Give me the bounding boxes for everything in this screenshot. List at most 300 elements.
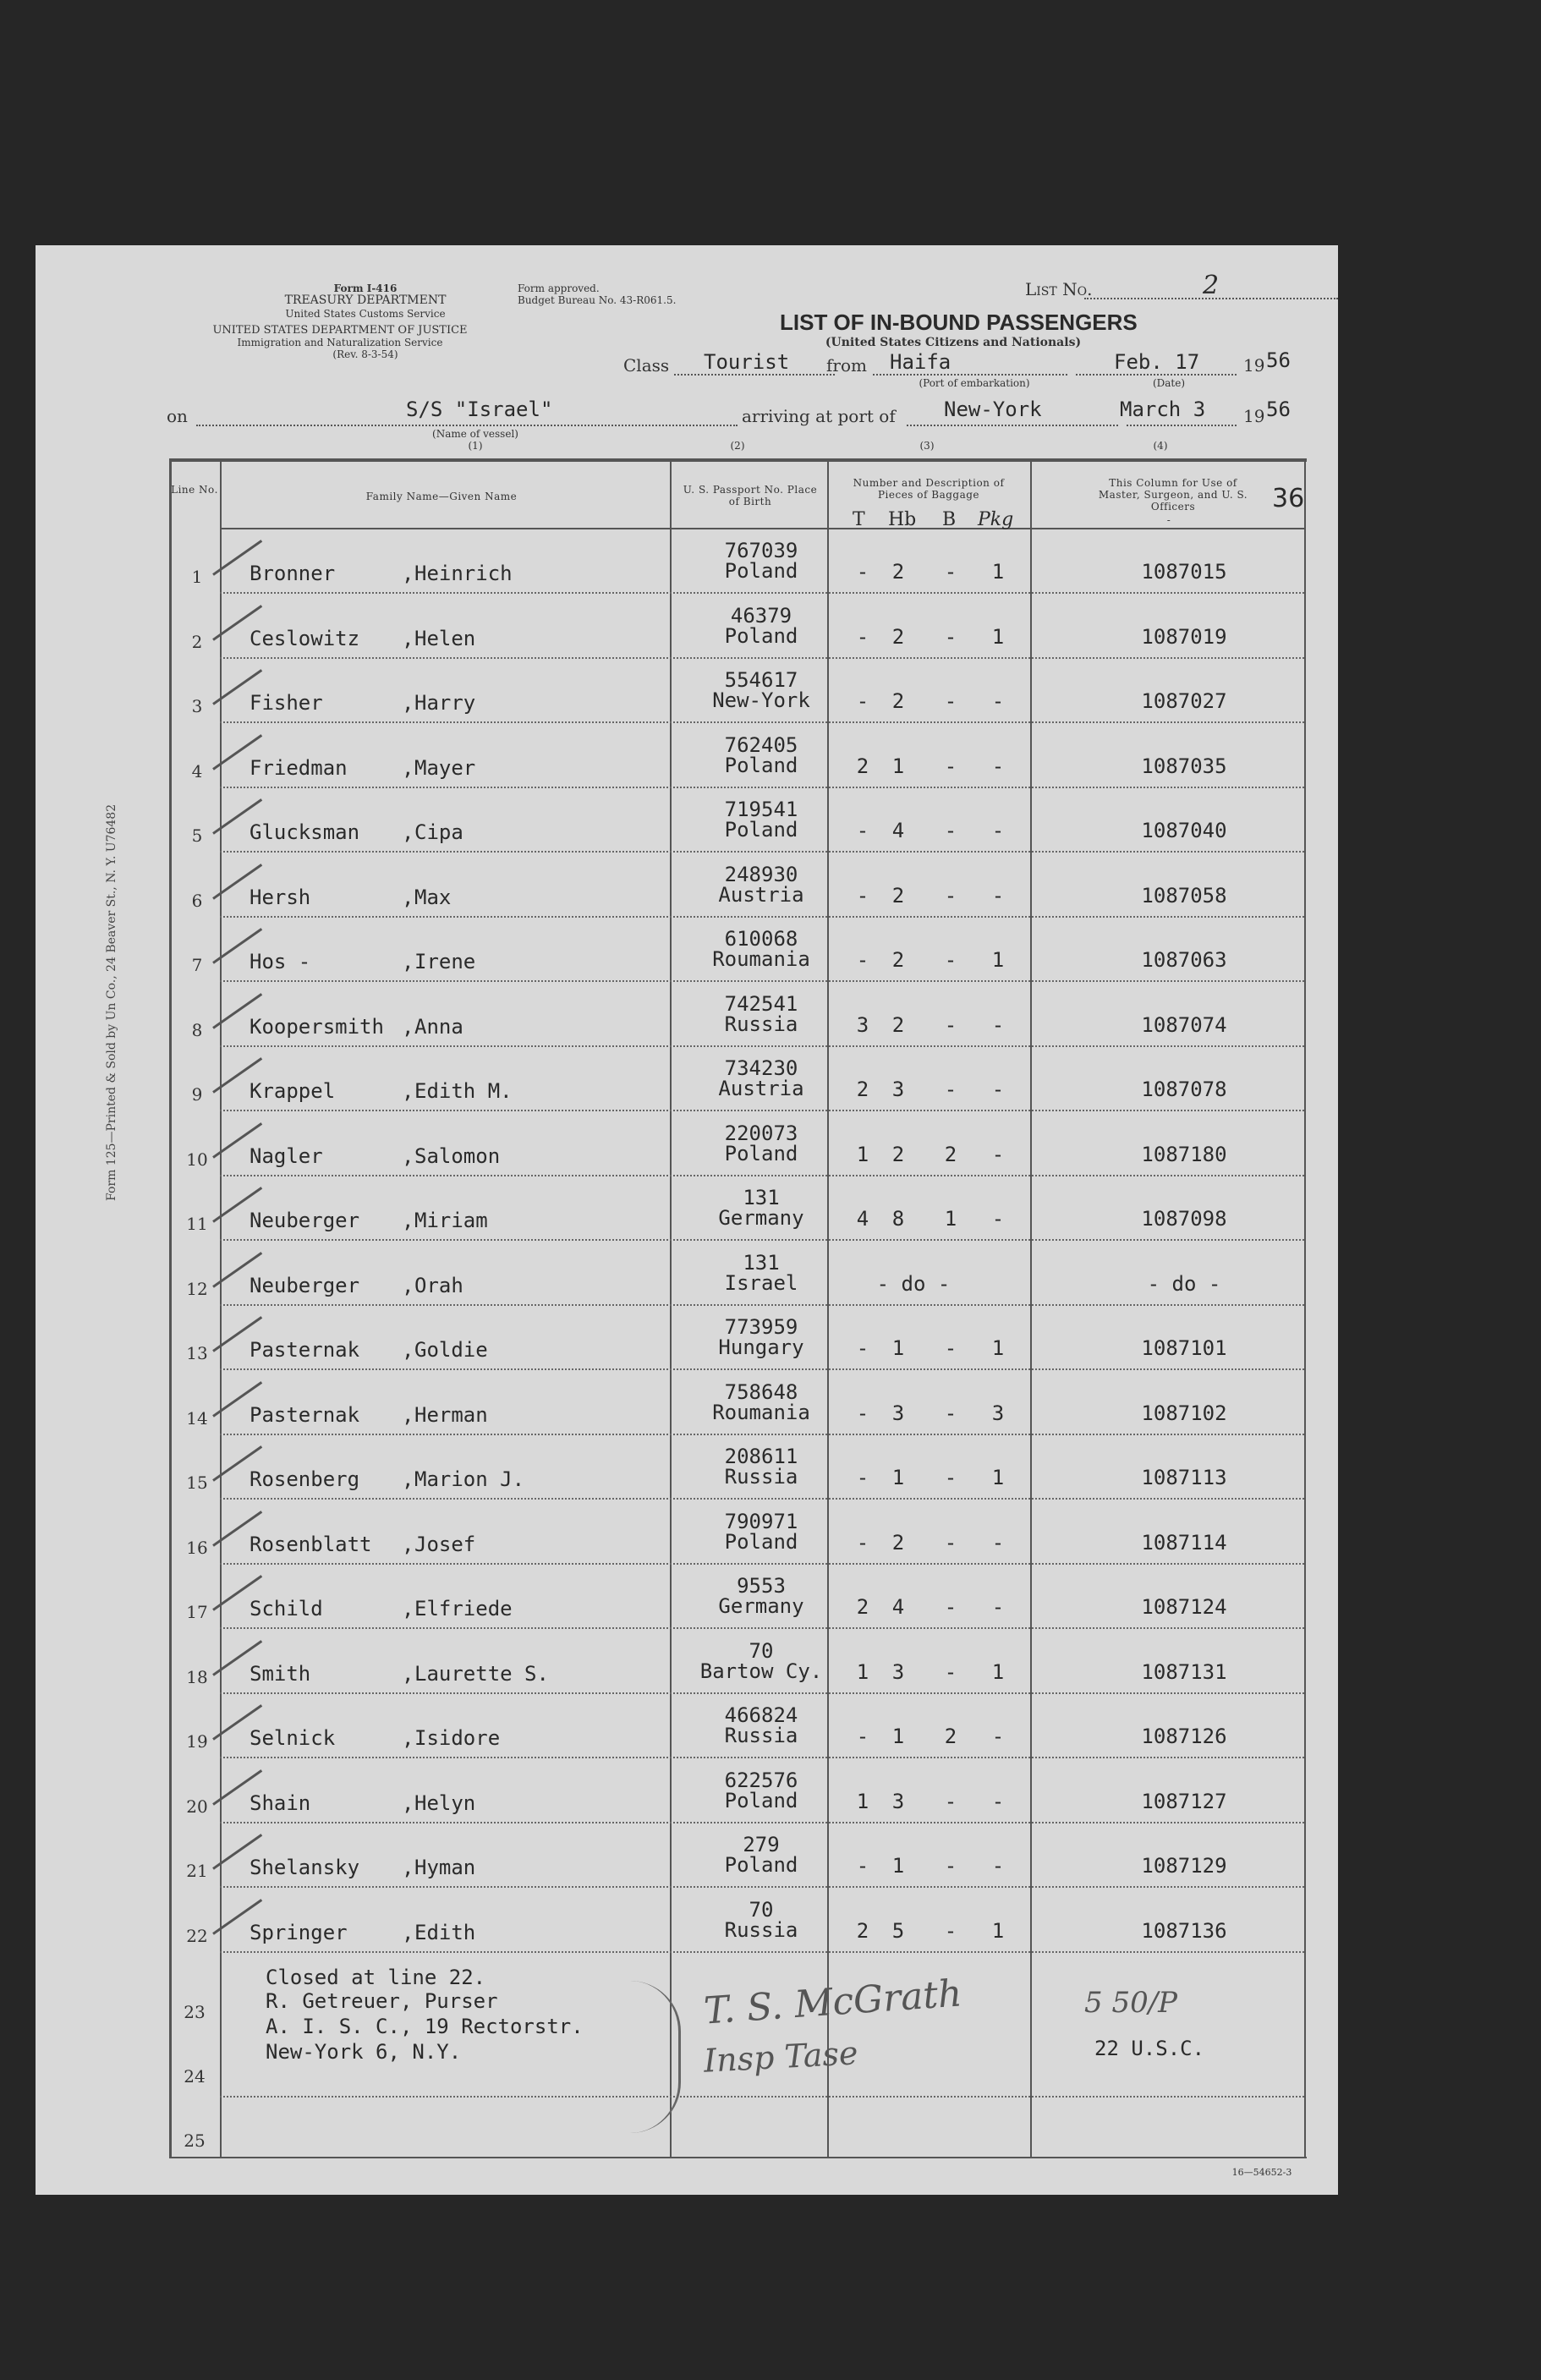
- passenger-row: [169, 983, 1489, 1047]
- name-comma: ,: [402, 1790, 414, 1815]
- family-name: Hos -: [250, 950, 311, 973]
- passport-number: 248930: [724, 862, 798, 886]
- passenger-row: [169, 1889, 1489, 1953]
- name-comma: ,: [402, 1597, 414, 1620]
- bag-packages: -: [991, 754, 1005, 778]
- bag-packages: -: [991, 819, 1005, 842]
- passport-number: 131: [743, 1186, 780, 1209]
- name-comma: ,: [402, 1014, 414, 1039]
- inspector-signature: T. S. McGrath: [702, 1971, 963, 2033]
- given-name: Josef: [414, 1532, 476, 1556]
- bag-handbags: 2: [891, 883, 905, 908]
- bag-packages: -: [991, 689, 1005, 713]
- bag-handbags: 5: [891, 1918, 905, 1943]
- name-comma: ,: [402, 1273, 414, 1297]
- passport-number: 9553: [737, 1574, 786, 1598]
- line-number: 13: [186, 1343, 208, 1363]
- form-number: Form I-416: [333, 282, 398, 294]
- officer-code: 1087113: [1141, 1466, 1227, 1489]
- passenger-row: [169, 918, 1489, 982]
- line-number: 9: [191, 1084, 203, 1105]
- passport-number: 46379: [730, 603, 792, 628]
- passport-number: 610068: [724, 927, 798, 951]
- from-value: Haifa: [890, 350, 951, 374]
- arriving-label: arriving at port of: [742, 406, 896, 426]
- place-of-birth: Poland: [724, 1853, 798, 1877]
- bag-handbags: 1: [891, 1854, 905, 1878]
- officer-code: 1087102: [1141, 1401, 1227, 1425]
- bag-handbags: 2: [891, 1012, 905, 1037]
- family-name: Springer: [250, 1920, 348, 1944]
- passport-number: 622576: [724, 1768, 798, 1792]
- bag-trunks: 4: [856, 1207, 869, 1231]
- family-name: Shain: [250, 1790, 311, 1815]
- date2-underline: [1127, 425, 1237, 426]
- bag-packages: 1: [991, 1659, 1005, 1684]
- name-comma: ,: [402, 755, 414, 780]
- bag-packages: 3: [991, 1401, 1005, 1425]
- given-name: Elfriede: [414, 1597, 513, 1620]
- family-name: Hersh: [250, 885, 311, 909]
- table-top-border: [169, 458, 1307, 462]
- year2-prefix: 19: [1243, 406, 1265, 426]
- count-handwritten: 5 50/P: [1084, 1986, 1178, 2020]
- line-number: 1: [191, 567, 203, 587]
- port-arrival-value: New-York: [944, 398, 1042, 421]
- name-comma: ,: [402, 1402, 414, 1427]
- bag-trunks: -: [856, 1336, 869, 1360]
- col-header-officers: This Column for Use of Master, Surgeon, and U. S. Officers: [1098, 477, 1248, 513]
- bag-boxes: -: [944, 1336, 957, 1360]
- bag-packages: 1: [991, 1336, 1005, 1360]
- family-name: Neuberger: [250, 1273, 360, 1297]
- bag-boxes: -: [944, 624, 957, 649]
- name-comma: ,: [402, 1079, 414, 1103]
- bag-handbags: 2: [891, 948, 905, 972]
- bag-handbags: 4: [891, 1595, 905, 1619]
- given-name: Helyn: [414, 1790, 476, 1815]
- given-name: Harry: [414, 691, 476, 715]
- col-header-bag-t: T: [853, 509, 865, 530]
- bag-handbags: 1: [891, 1466, 905, 1489]
- family-name: Ceslowitz: [250, 626, 360, 650]
- bag-trunks: -: [856, 948, 869, 972]
- place-of-birth: Germany: [718, 1594, 804, 1618]
- line-number: 3: [191, 696, 203, 716]
- rev-date: (Rev. 8-3-54): [332, 348, 398, 360]
- officer-code: 1087019: [1141, 624, 1227, 649]
- bag-handbags: 3: [891, 1401, 905, 1425]
- year2-value: 56: [1266, 398, 1291, 421]
- family-name: Pasternak: [250, 1402, 360, 1427]
- col-num-1: (1): [468, 440, 483, 452]
- bag-boxes: -: [944, 1078, 957, 1101]
- col-header-bag-pkg: Pkg: [978, 509, 1014, 530]
- passport-number: 220073: [724, 1121, 798, 1145]
- vessel-underline: [196, 425, 738, 426]
- list-no-value: 2: [1203, 271, 1220, 300]
- bag-handbags: 3: [891, 1659, 905, 1684]
- bag-trunks: 1: [856, 1659, 869, 1684]
- name-comma: ,: [402, 1143, 414, 1168]
- bag-packages: 1: [991, 1466, 1005, 1489]
- closing-line-4: New-York 6, N.Y.: [266, 2040, 462, 2064]
- line-number: 5: [191, 825, 203, 846]
- col-header-bag-b: B: [942, 509, 957, 530]
- place-of-birth: Austria: [718, 1077, 804, 1100]
- line-number: 18: [186, 1666, 208, 1687]
- bag-handbags: 1: [891, 1725, 905, 1748]
- passenger-row: [169, 1047, 1489, 1111]
- passenger-row: [169, 788, 1489, 853]
- passenger-row: [169, 529, 1489, 594]
- family-name: Shelansky: [250, 1856, 360, 1879]
- passport-number: 767039: [724, 539, 798, 562]
- bag-boxes: -: [944, 1854, 957, 1878]
- bag-trunks: 2: [856, 1078, 869, 1101]
- us-citizen-count: 22 U.S.C.: [1094, 2037, 1205, 2060]
- line-number: 8: [191, 1019, 203, 1040]
- family-name: Rosenberg: [250, 1467, 360, 1491]
- class-underline: [674, 374, 835, 376]
- line-number: 21: [186, 1861, 208, 1881]
- line-number: 22: [186, 1925, 208, 1946]
- bag-packages: 1: [991, 1918, 1005, 1943]
- date2-value: March 3: [1120, 398, 1206, 421]
- list-no-label: List No.: [1025, 279, 1093, 299]
- passport-number: 742541: [724, 991, 798, 1016]
- name-comma: ,: [402, 1920, 414, 1944]
- line-number: 7: [191, 955, 203, 975]
- officer-code: 1087136: [1141, 1918, 1227, 1943]
- name-comma: ,: [402, 820, 414, 844]
- bag-trunks: -: [856, 1725, 869, 1748]
- date1-value: Feb. 17: [1114, 350, 1200, 374]
- officer-code: 1087129: [1141, 1854, 1227, 1878]
- bag-boxes: -: [944, 1401, 957, 1425]
- bag-packages: -: [991, 1207, 1005, 1231]
- passport-number: 554617: [724, 668, 798, 692]
- form-approved: Form approved.: [518, 282, 600, 294]
- bag-packages: -: [991, 1854, 1005, 1878]
- name-comma: ,: [402, 885, 414, 909]
- bag-boxes: -: [944, 883, 957, 908]
- passenger-row: [169, 1242, 1489, 1306]
- place-of-birth: Germany: [718, 1206, 804, 1230]
- line-number-25: 25: [184, 2130, 206, 2151]
- passenger-row: [169, 853, 1489, 918]
- passenger-row: [169, 1565, 1489, 1629]
- printer-imprint: Form 125—Printed & Sold by Un Co., 24 Beaver St., N. Y. U76482: [105, 803, 118, 1201]
- from-label: from: [826, 355, 867, 376]
- bag-packages: -: [991, 1789, 1005, 1813]
- bag-trunks: -: [856, 1854, 869, 1878]
- bag-handbags: 2: [891, 624, 905, 649]
- bag-trunks: 1: [856, 1142, 869, 1166]
- col-num-2: (2): [730, 440, 745, 452]
- bag-packages: 1: [991, 948, 1005, 972]
- given-name: Edith M.: [414, 1079, 513, 1103]
- bag-handbags: 2: [891, 689, 905, 713]
- officer-code: 1087074: [1141, 1012, 1227, 1037]
- place-of-birth: New-York: [712, 688, 810, 712]
- place-of-birth: Hungary: [718, 1335, 804, 1359]
- passenger-row: [169, 595, 1489, 659]
- passenger-row: [169, 1500, 1489, 1565]
- given-name: Miriam: [414, 1209, 488, 1232]
- bag-boxes: -: [944, 1595, 957, 1619]
- line-number-23: 23: [184, 2002, 206, 2022]
- name-comma: ,: [402, 1532, 414, 1556]
- family-name: Friedman: [250, 755, 348, 780]
- given-name: Marion J.: [414, 1467, 525, 1491]
- family-name: Nagler: [250, 1143, 323, 1168]
- place-of-birth: Poland: [724, 623, 798, 648]
- passenger-row: [169, 1435, 1489, 1500]
- bag-trunks: 2: [856, 1595, 869, 1619]
- place-of-birth: Russia: [724, 1917, 798, 1942]
- passenger-row: [169, 1630, 1489, 1694]
- family-name: Koopersmith: [250, 1014, 384, 1039]
- bag-trunks: -: [856, 1466, 869, 1489]
- passenger-list: [169, 529, 1307, 2157]
- bag-trunks: -: [856, 883, 869, 908]
- given-name: Salomon: [414, 1143, 501, 1168]
- name-comma: ,: [402, 1209, 414, 1232]
- bag-boxes: 2: [944, 1725, 957, 1748]
- justice-dept: UNITED STATES DEPARTMENT OF JUSTICE: [212, 324, 468, 337]
- family-name: Bronner: [250, 562, 336, 585]
- passport-number: 758648: [724, 1379, 798, 1404]
- officer-code: 1087131: [1141, 1659, 1227, 1684]
- line-number: 10: [186, 1149, 208, 1170]
- line-number: 17: [186, 1602, 208, 1622]
- bag-boxes: 2: [944, 1142, 957, 1166]
- passport-number: 70: [749, 1897, 774, 1922]
- passenger-row: [169, 1306, 1489, 1370]
- passport-number: 734230: [724, 1056, 798, 1080]
- row-divider: [220, 1951, 1304, 1953]
- officer-code: 1087101: [1141, 1336, 1227, 1360]
- place-of-birth: Bartow Cy.: [699, 1659, 823, 1683]
- bag-trunks: -: [856, 819, 869, 842]
- passport-number: 131: [743, 1250, 780, 1275]
- treasury-dept: TREASURY DEPARTMENT: [284, 293, 447, 307]
- family-name: Smith: [250, 1661, 311, 1686]
- name-comma: ,: [402, 691, 414, 715]
- officer-code: 1087098: [1141, 1207, 1227, 1231]
- given-name: Herman: [414, 1402, 488, 1427]
- place-of-birth: Roumania: [712, 1400, 810, 1424]
- closing-line-2: R. Getreuer, Purser: [266, 1989, 498, 2013]
- bag-boxes: -: [944, 1659, 957, 1684]
- bag-handbags: 2: [891, 560, 905, 584]
- line-number: 20: [186, 1796, 208, 1817]
- bag-handbags: 2: [891, 1142, 905, 1166]
- passenger-row: [169, 1759, 1489, 1823]
- family-name: Selnick: [250, 1726, 336, 1750]
- officer-code: 1087078: [1141, 1078, 1227, 1101]
- col-header-name: Family Name—Given Name: [365, 491, 518, 502]
- officer-code: 1087040: [1141, 819, 1227, 842]
- col-header-officers-dash: -: [1166, 514, 1171, 526]
- passport-number: 208611: [724, 1445, 798, 1468]
- on-label: on: [167, 406, 188, 426]
- date-label: (Date): [1152, 377, 1186, 389]
- place-of-birth: Poland: [724, 559, 798, 583]
- passport-number: 466824: [724, 1703, 798, 1727]
- given-name: Cipa: [414, 820, 463, 844]
- place-of-birth: Russia: [724, 1012, 798, 1036]
- family-name: Neuberger: [250, 1209, 360, 1232]
- given-name: Irene: [414, 950, 476, 973]
- place-of-birth: Russia: [724, 1465, 798, 1489]
- col-num-3: (3): [919, 440, 935, 452]
- bag-packages: -: [991, 883, 1005, 908]
- bag-trunks: -: [856, 1530, 869, 1555]
- passenger-row: [169, 724, 1489, 788]
- bag-trunks: -: [856, 1401, 869, 1425]
- given-name: Helen: [414, 626, 476, 650]
- bag-trunks: -: [856, 624, 869, 649]
- bag-packages: -: [991, 1142, 1005, 1166]
- family-name: Schild: [250, 1597, 323, 1620]
- inspector-signature-2: Insp Tase: [702, 2034, 859, 2080]
- family-name: Fisher: [250, 691, 323, 715]
- line-number: 4: [191, 760, 203, 781]
- line-number: 15: [186, 1472, 208, 1493]
- bag-packages: -: [991, 1725, 1005, 1748]
- bag-packages: 1: [991, 624, 1005, 649]
- name-comma: ,: [402, 950, 414, 973]
- bag-boxes: -: [944, 948, 957, 972]
- passport-number: 70: [749, 1638, 774, 1663]
- bag-packages: -: [991, 1530, 1005, 1555]
- passenger-row: [169, 1371, 1489, 1435]
- bag-handbags: 1: [891, 1336, 905, 1360]
- passenger-row: [169, 1176, 1489, 1241]
- class-value: Tourist: [704, 350, 790, 374]
- class-label: Class: [623, 355, 670, 376]
- place-of-birth: Russia: [724, 1724, 798, 1747]
- officer-code: 1087180: [1141, 1142, 1227, 1166]
- bag-boxes: -: [944, 754, 957, 778]
- place-of-birth: Poland: [724, 1788, 798, 1812]
- officer-code: 1087127: [1141, 1789, 1227, 1813]
- place-of-birth: Israel: [724, 1270, 798, 1295]
- given-name: Goldie: [414, 1338, 488, 1362]
- family-name: Pasternak: [250, 1338, 360, 1362]
- given-name: Edith: [414, 1920, 476, 1944]
- passenger-row: [169, 1112, 1489, 1176]
- budget-bureau: Budget Bureau No. 43-R061.5.: [518, 294, 677, 306]
- passport-number: 279: [743, 1833, 780, 1856]
- closing-line-3: A. I. S. C., 19 Rectorstr.: [266, 2015, 584, 2038]
- officer-code: 1087114: [1141, 1530, 1227, 1555]
- bag-handbags: 8: [891, 1207, 905, 1231]
- bag-boxes: -: [944, 560, 957, 584]
- port-embarkation-label: (Port of embarkation): [919, 377, 1030, 389]
- passenger-row: [169, 1823, 1489, 1888]
- passenger-row: [169, 659, 1489, 723]
- table-bottom-border: [169, 2157, 1307, 2158]
- passenger-row: [169, 1694, 1489, 1758]
- bag-boxes: -: [944, 1789, 957, 1813]
- bag-boxes: -: [944, 1530, 957, 1555]
- officer-code: 1087063: [1141, 948, 1227, 972]
- bag-handbags: 4: [891, 819, 905, 842]
- col-header-passport: U. S. Passport No. Place of Birth: [683, 484, 818, 507]
- place-of-birth: Poland: [724, 753, 798, 777]
- given-name: Mayer: [414, 755, 476, 780]
- officer-code: 1087124: [1141, 1595, 1227, 1619]
- bag-handbags: 3: [891, 1789, 905, 1813]
- manifest-page: [36, 245, 1338, 2195]
- row-divider: [220, 2096, 1304, 2098]
- bag-trunks: -: [856, 560, 869, 584]
- place-of-birth: Poland: [724, 1529, 798, 1554]
- name-comma: ,: [402, 1338, 414, 1362]
- given-name: Hyman: [414, 1856, 476, 1879]
- page-title: LIST OF IN-BOUND PASSENGERS: [780, 310, 1138, 335]
- name-comma: ,: [402, 562, 414, 585]
- vessel-label: (Name of vessel): [432, 428, 518, 440]
- name-comma: ,: [402, 1661, 414, 1686]
- place-of-birth: Roumania: [712, 947, 810, 971]
- passport-number: 719541: [724, 798, 798, 821]
- port-arrival-underline: [907, 425, 1118, 426]
- bag-boxes: -: [944, 689, 957, 713]
- given-name: Max: [414, 885, 452, 909]
- name-comma: ,: [402, 1467, 414, 1491]
- footer-code: 16—54652-3: [1231, 2167, 1292, 2178]
- line-number-24: 24: [184, 2066, 206, 2087]
- name-comma: ,: [402, 626, 414, 650]
- given-name: Orah: [414, 1273, 463, 1297]
- customs-service: United States Customs Service: [285, 308, 446, 320]
- from-underline: [873, 374, 1067, 376]
- col-num-4: (4): [1153, 440, 1168, 452]
- name-comma: ,: [402, 1856, 414, 1879]
- given-name: Isidore: [414, 1726, 501, 1750]
- year1-prefix: 19: [1243, 355, 1265, 376]
- given-name: Laurette S.: [414, 1661, 549, 1686]
- bag-boxes: 1: [944, 1207, 957, 1231]
- family-name: Krappel: [250, 1079, 336, 1103]
- family-name: Glucksman: [250, 820, 360, 844]
- passport-number: 790971: [724, 1509, 798, 1533]
- page-subtitle: (United States Citizens and Nationals): [825, 336, 1082, 349]
- bag-handbags: - do -: [876, 1271, 951, 1296]
- officer-code: 1087027: [1141, 689, 1227, 713]
- given-name: Heinrich: [414, 562, 513, 585]
- bag-packages: -: [991, 1078, 1005, 1101]
- col-header-bag-hb: Hb: [888, 509, 917, 530]
- officer-code: 1087035: [1141, 754, 1227, 778]
- family-name: Rosenblatt: [250, 1532, 372, 1556]
- officer-code: - do -: [1147, 1271, 1221, 1296]
- place-of-birth: Poland: [724, 818, 798, 842]
- line-number: 11: [186, 1214, 208, 1234]
- bag-boxes: -: [944, 1918, 957, 1943]
- bag-trunks: 3: [856, 1012, 869, 1037]
- bag-trunks: 2: [856, 754, 869, 778]
- bag-packages: -: [991, 1595, 1005, 1619]
- name-comma: ,: [402, 1726, 414, 1750]
- bag-packages: -: [991, 1012, 1005, 1037]
- line-number: 2: [191, 631, 203, 652]
- line-number: 12: [186, 1278, 208, 1299]
